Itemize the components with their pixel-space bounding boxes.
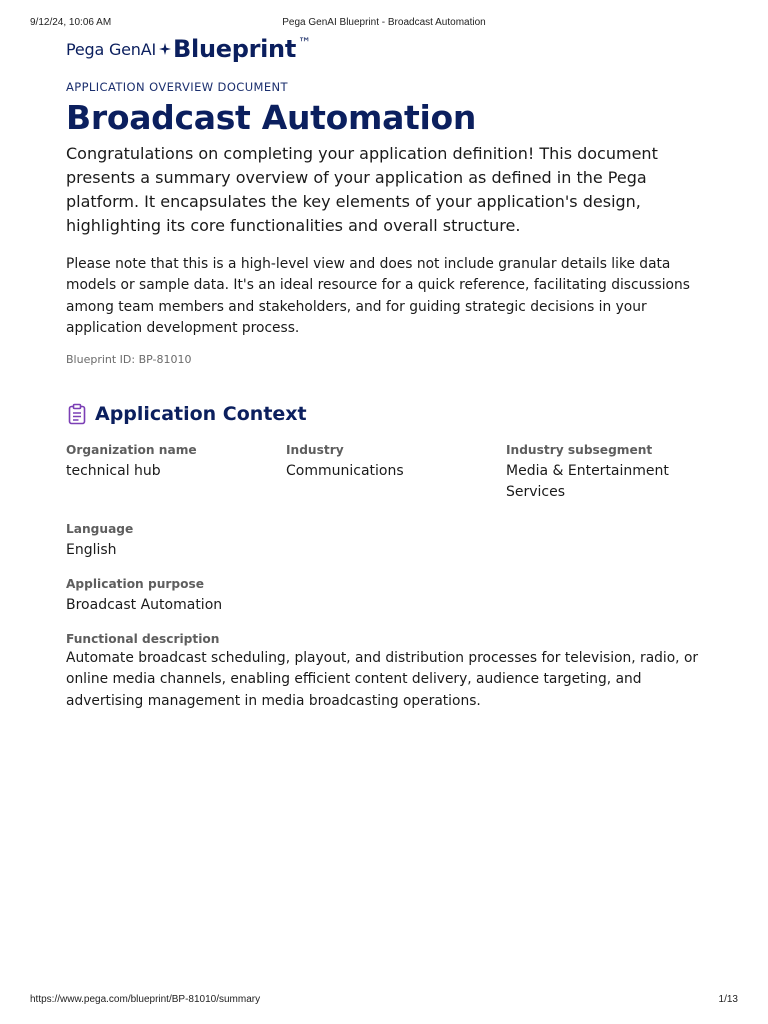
field-value: technical hub bbox=[66, 463, 161, 480]
document-eyebrow: APPLICATION OVERVIEW DOCUMENT bbox=[66, 80, 288, 94]
print-footer bbox=[30, 994, 738, 1006]
document-content bbox=[66, 32, 716, 712]
sparkle-icon bbox=[159, 40, 171, 59]
field-label: Industry bbox=[286, 443, 344, 458]
field-value: Automate broadcast scheduling, playout, and distribution processes for television, radio, or online media channels, enabling efficient content delivery, audience targeting, and advertising management in media broadcasting operations. bbox=[66, 650, 699, 709]
print-header bbox=[30, 17, 738, 29]
field-label: Industry subsegment bbox=[506, 443, 653, 458]
logo-trademark: ™ bbox=[298, 36, 312, 51]
print-date: 9/12/24, 10:06 AM bbox=[30, 17, 112, 28]
section-title: Application Context bbox=[95, 403, 307, 426]
language-field bbox=[66, 521, 286, 561]
field-label: Organization name bbox=[66, 443, 197, 458]
clipboard-icon bbox=[66, 403, 88, 425]
field-value: English bbox=[66, 542, 117, 559]
field-value: Media & Entertainment Services bbox=[506, 463, 669, 501]
note-paragraph: Please note that this is a high-level view and does not include granular details like data models or sample data. It's an ideal resource for a quick reference, facilitating discussions among team members and stakeholders, and for guiding strategic decisions in your application development process. bbox=[66, 256, 690, 336]
context-row bbox=[66, 442, 716, 503]
field-label: Language bbox=[66, 522, 134, 537]
intro-paragraph: Congratulations on completing your application definition! This document presents a summary overview of your application as defined in the Pega platform. It encapsulates the key elements of your application's design, highlighting its core functionalities and overall structure. bbox=[66, 144, 658, 235]
application-context-heading bbox=[66, 400, 716, 428]
logo-brand: Pega GenAI bbox=[66, 39, 157, 59]
field-label: Application purpose bbox=[66, 577, 205, 592]
blueprint-logo[interactable] bbox=[66, 32, 716, 66]
page-title: Broadcast Automation bbox=[66, 98, 477, 137]
field-value: Broadcast Automation bbox=[66, 597, 223, 614]
print-page-title: Pega GenAI Blueprint - Broadcast Automation bbox=[282, 17, 486, 28]
subsegment-field bbox=[506, 442, 706, 503]
page-counter: 1/13 bbox=[718, 994, 738, 1005]
blueprint-id: Blueprint ID: BP-81010 bbox=[66, 353, 192, 367]
field-label: Functional description bbox=[66, 632, 220, 647]
logo-product: Blueprint bbox=[173, 35, 297, 63]
field-value: Communications bbox=[286, 463, 404, 480]
industry-field bbox=[286, 442, 506, 503]
functional-description-field bbox=[66, 631, 716, 712]
purpose-field bbox=[66, 576, 286, 616]
print-url: https://www.pega.com/blueprint/BP-81010/summary bbox=[30, 994, 261, 1005]
organization-field bbox=[66, 442, 286, 503]
